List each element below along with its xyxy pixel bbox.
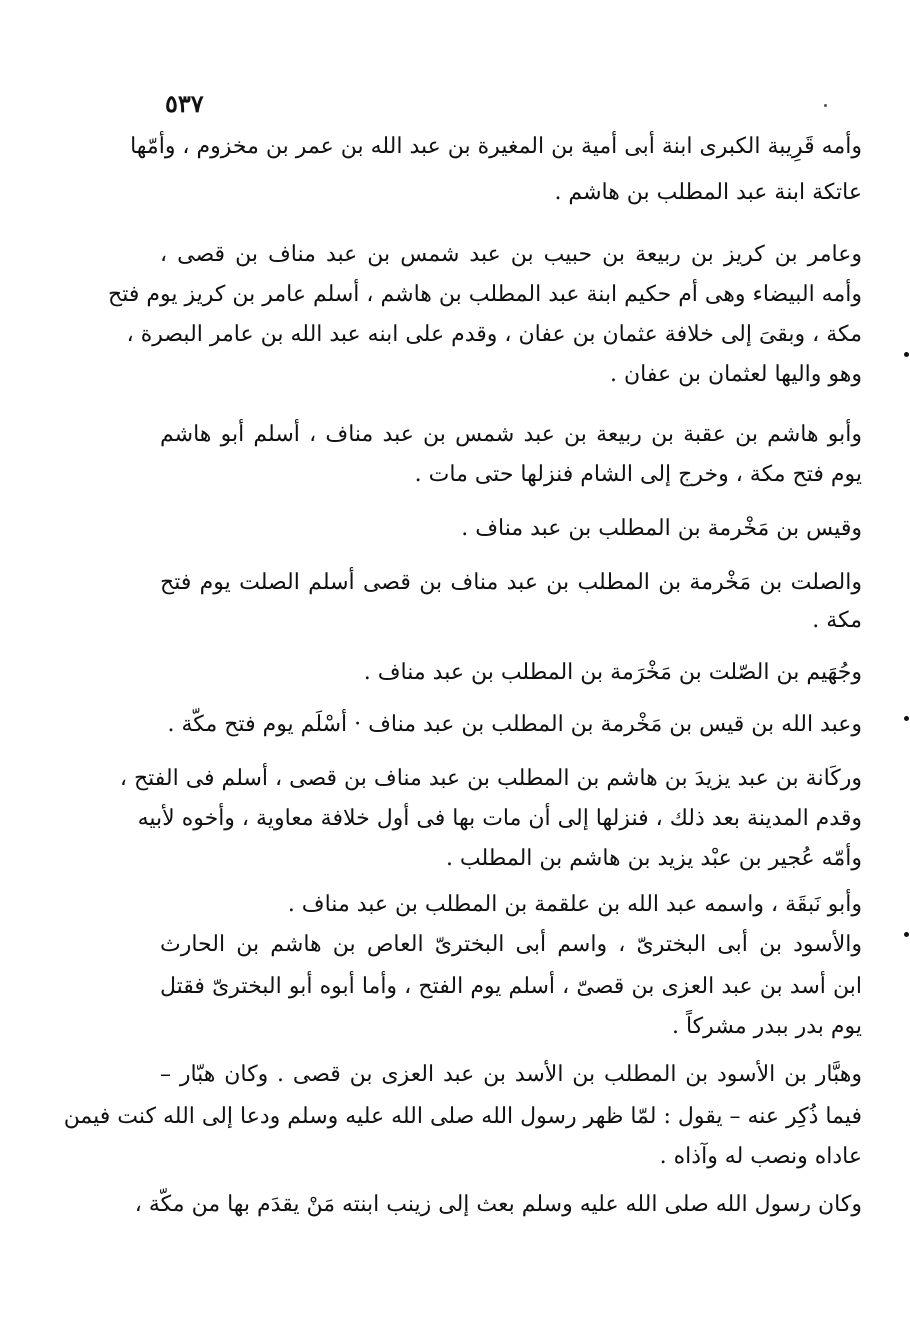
text-line: والصلت بن مَخْرمة بن المطلب بن عبد مناف بن قصى أسلم الصلت يوم فتح	[160, 570, 862, 595]
text-line: ابن أسد بن عبد العزى بن قصىّ ، أسلم يوم الفتح ، وأما أبوه أبو البخترىّ فقتل	[160, 974, 862, 999]
text-line: وأمه قَرِيبة الكبرى ابنة أبى أمية بن المغيرة بن عبد الله بن عمر بن مخزوم ، وأمّها	[130, 134, 862, 159]
text-line: وقدم المدينة بعد ذلك ، فنزلها إلى أن مات بها فى أول خلافة معاوية ، وأخوه لأبيه	[137, 806, 862, 831]
margin-mark	[904, 932, 909, 937]
text-line: وعبد الله بن قيس بن مَخْرمة بن المطلب بن عبد مناف · أسْلَم يوم فتح مكّة .	[167, 712, 862, 737]
text-line: وقيس بن مَخْرمة بن المطلب بن عبد مناف .	[461, 516, 862, 541]
text-line: والأسود بن أبى البخترىّ ، واسم أبى البخترىّ العاص بن هاشم بن الحارث	[160, 932, 862, 957]
text-line: وأبو هاشم بن عقبة بن ربيعة بن عبد شمس بن عبد مناف ، أسلم أبو هاشم	[160, 422, 862, 447]
page-number: ٥٣٧	[165, 89, 204, 118]
text-line: وأبو نَبقَة ، واسمه عبد الله بن علقمة بن المطلب بن عبد مناف .	[287, 892, 862, 917]
text-line: وهبَّار بن الأسود بن المطلب بن الأسد بن عبد العزى بن قصى . وكان هبّار –	[160, 1062, 862, 1087]
text-line: وجُهَيم بن الصّلت بن مَخْرَمة بن المطلب بن عبد مناف .	[363, 660, 862, 685]
margin-mark	[904, 352, 909, 357]
text-line: يوم فتح مكة ، وخرج إلى الشام فنزلها حتى مات .	[414, 462, 862, 487]
text-line: يوم بدر ببدر مشركاً .	[671, 1014, 862, 1039]
margin-mark	[904, 716, 909, 721]
text-line: مكة .	[812, 608, 862, 633]
text-line: وأمه البيضاء وهى أم حكيم ابنة عبد المطلب بن هاشم ، أسلم عامر بن كريز يوم فتح	[108, 282, 862, 307]
text-line: وأمّه عُجير بن عبْد يزيد بن هاشم بن المطلب .	[445, 846, 862, 871]
text-line: وهو واليها لعثمان بن عفان .	[610, 362, 862, 387]
text-line: وركَانة بن عبد يزيدَ بن هاشم بن المطلب بن عبد مناف بن قصى ، أسلم فى الفتح ،	[119, 766, 862, 791]
margin-dot	[824, 104, 827, 107]
text-line: عاداه ونصب له وآذاه .	[659, 1144, 862, 1169]
text-line: وكان رسول الله صلى الله عليه وسلم بعث إلى زينب ابنته مَنْ يقدَم بها من مكّة ،	[134, 1192, 862, 1217]
text-line: فيما ذُكِر عنه – يقول : لمّا ظهر رسول الله صلى الله عليه وسلم ودعا إلى الله كنت فيمن	[63, 1104, 862, 1129]
text-line: وعامر بن كريز بن ربيعة بن حبيب بن عبد شمس بن عبد مناف بن قصى ،	[160, 242, 862, 267]
text-line: مكة ، وبقىَ إلى خلافة عثمان بن عفان ، وقدم على ابنه عبد الله بن عامر البصرة ،	[126, 322, 862, 347]
text-line: عاتكة ابنة عبد المطلب بن هاشم .	[554, 180, 862, 205]
